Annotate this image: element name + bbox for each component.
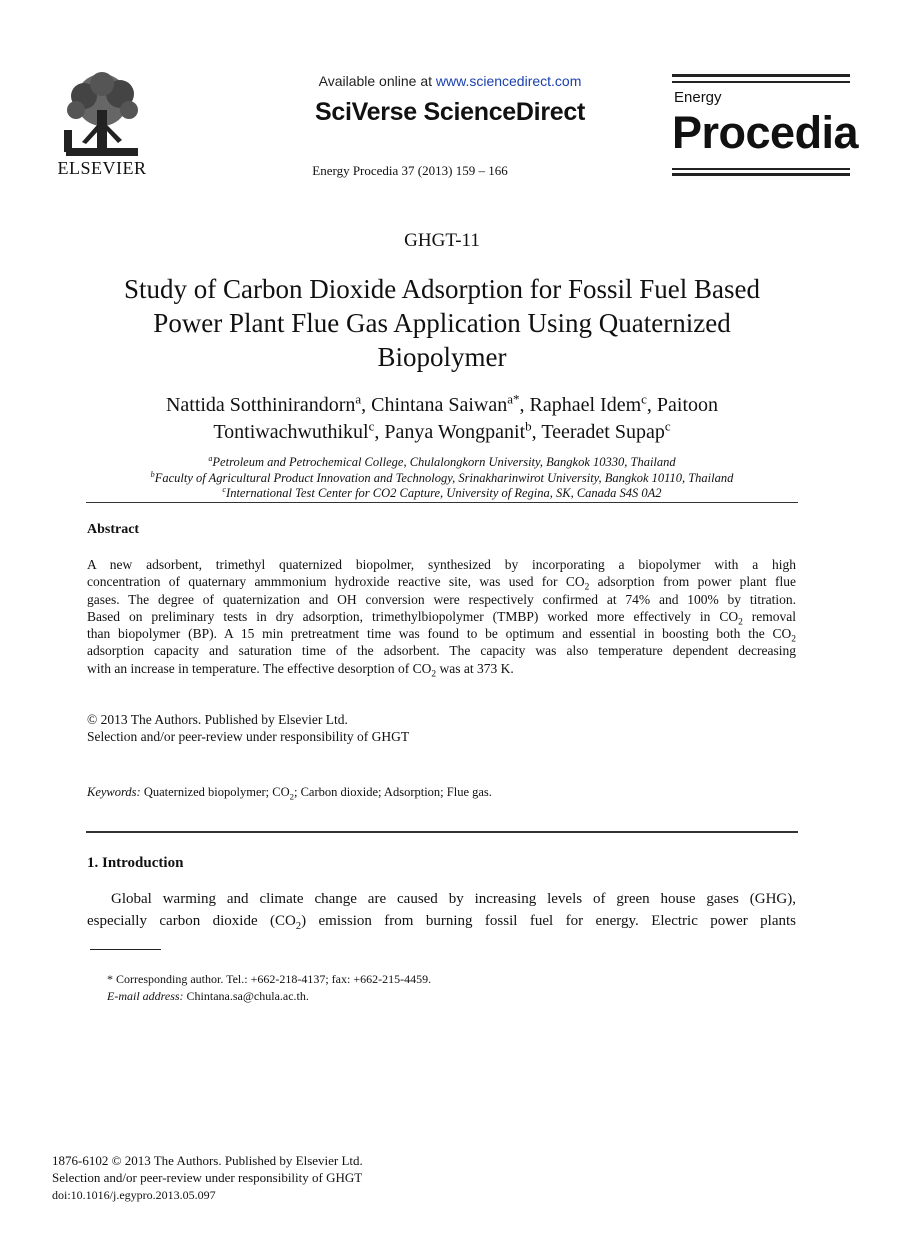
author-affiliation-mark: c <box>664 418 671 434</box>
affiliation-line: $^c$International Test Center for CO2 Capture, University of Regina, SK, Canada S4S 0A2 <box>222 484 662 500</box>
footer-line-2: Selection and/or peer-review under responsibility of GHGT <box>52 1170 363 1185</box>
platform-name: SciVerse ScienceDirect <box>315 98 585 126</box>
conference-name: GHGT-11 <box>404 230 480 251</box>
elsevier-logo <box>52 70 152 180</box>
rule-top <box>86 502 798 503</box>
footer-line-1: 1876-6102 © 2013 The Authors. Published by Elsevier Ltd. <box>52 1153 363 1168</box>
abstract-line: adsorption capacity and saturation time of the adsorbent. The capacity was also temperature dependent decreasing <box>87 643 796 659</box>
journal-small-title: Energy <box>674 89 722 106</box>
abstract-line: gases. The degree of quaternization and OH conversion were respectively confirmed at 74% and 100% by titration. <box>87 591 796 607</box>
abstract-line: A new adsorbent, trimethyl quaternized biopolmer, synthesized by incorporating a biopolymer with a high <box>87 557 796 572</box>
intro-heading: 1. Introduction <box>87 855 184 871</box>
rule-bottom <box>86 831 798 833</box>
copyright-line-2: Selection and/or peer-review under responsibility of GHGT <box>87 729 410 744</box>
footnote-corresponding: * Corresponding author. Tel.: +662-218-4137; fax: +662-215-4459. <box>107 972 432 986</box>
publisher-name: ELSEVIER <box>57 158 147 178</box>
logo-rule-top <box>672 74 850 77</box>
affiliations <box>60 455 824 502</box>
affiliation-line: $^b$Faculty of Agricultural Product Innovation and Technology, Srinakharinwirot University, Bangkok 10110, Thailand <box>150 469 734 485</box>
footnote-rule <box>90 949 161 950</box>
abstract-line: with an increase in temperature. The effective desorption of $CO_2$ was at 373 K. <box>87 660 514 680</box>
author-name: Nattida Sotthinirandorn <box>165 394 356 416</box>
footnote-email: E-mail address: Chintana.sa@chula.ac.th. <box>107 989 309 1003</box>
affiliation-line: $^a$Petroleum and Petrochemical College, Chulalongkorn University, Bangkok 10330, Thailand <box>208 453 676 469</box>
keywords: Keywords: Quaternized biopolymer; $CO_2$; Carbon dioxide; Adsorption; Flue gas. <box>87 785 492 802</box>
journal-big-title: Procedia <box>672 107 859 158</box>
abstract-heading: Abstract <box>87 522 140 537</box>
email-address: Chintana.sa@chula.ac.th. <box>183 989 309 1003</box>
footer-doi: doi:10.1016/j.egypro.2013.05.097 <box>52 1188 216 1202</box>
sciencedirect-link[interactable]: www.sciencedirect.com <box>435 73 582 89</box>
author-affiliation-mark: a* <box>507 391 520 407</box>
author-affiliation-mark: c <box>641 391 647 407</box>
logo-rule-bottom-2 <box>672 173 850 176</box>
intro-line-2: especially carbon dioxide $(CO_2)$ emission from burning fossil fuel for energy. Electric power plants <box>87 913 796 932</box>
paper-title: Study of Carbon Dioxide Adsorption for Fossil Fuel Based Power Plant Flue Gas Application Using Quaternized Biopolymer <box>124 274 760 372</box>
keywords-label: Keywords: <box>87 785 141 799</box>
abstract-body <box>87 556 796 680</box>
author-affiliation-mark: b <box>525 418 532 434</box>
logo-rule-bottom <box>672 168 850 170</box>
available-online: Available online at www.sciencedirect.com <box>318 73 582 89</box>
journal-citation: Energy Procedia 37 (2013) 159 – 166 <box>312 163 508 178</box>
intro-line-1: Global warming and climate change are caused by increasing levels of green house gases (GHG), <box>111 891 796 907</box>
tree-icon <box>52 70 152 160</box>
copyright-line-1: © 2013 The Authors. Published by Elsevier Ltd. <box>87 712 348 727</box>
abstract-line: concentration of quaternary ammmonium hydroxide reactive site, was used for $CO_2$ adsorption from power plant flue <box>87 574 796 593</box>
author-affiliation-mark: c <box>368 418 375 434</box>
author-name: Panya Wongpanit <box>384 421 526 443</box>
author-name: Chintana Saiwan <box>371 394 508 416</box>
author-name: Paitoon Tontiwachwuthikul <box>213 394 719 443</box>
author-name: Teeradet Supap <box>541 421 665 443</box>
abstract-line: than biopolymer (BP). A 15 min pretreatment time was found to be optimum and essential in boosting both the $CO_2$ <box>87 626 796 645</box>
logo-rule-top-2 <box>672 81 850 83</box>
abstract-line: Based on preliminary tests in dry adsorption, trimethylbiopolymer (TMBP) worked more effectively in $CO_2$ removal <box>87 608 796 628</box>
journal-logo <box>672 74 859 178</box>
author-list: Nattida Sotthinirandorn$^a$, Chintana Saiwan$^{a*}$, Raphael Idem$^c$, Paitoon Tontiwachwuthikul$^c$, Panya Wongpanit$^b$, Teeradet Supap$^c$ <box>165 391 719 443</box>
author-affiliation-mark: a <box>355 391 362 407</box>
author-name: Raphael Idem <box>529 394 642 416</box>
